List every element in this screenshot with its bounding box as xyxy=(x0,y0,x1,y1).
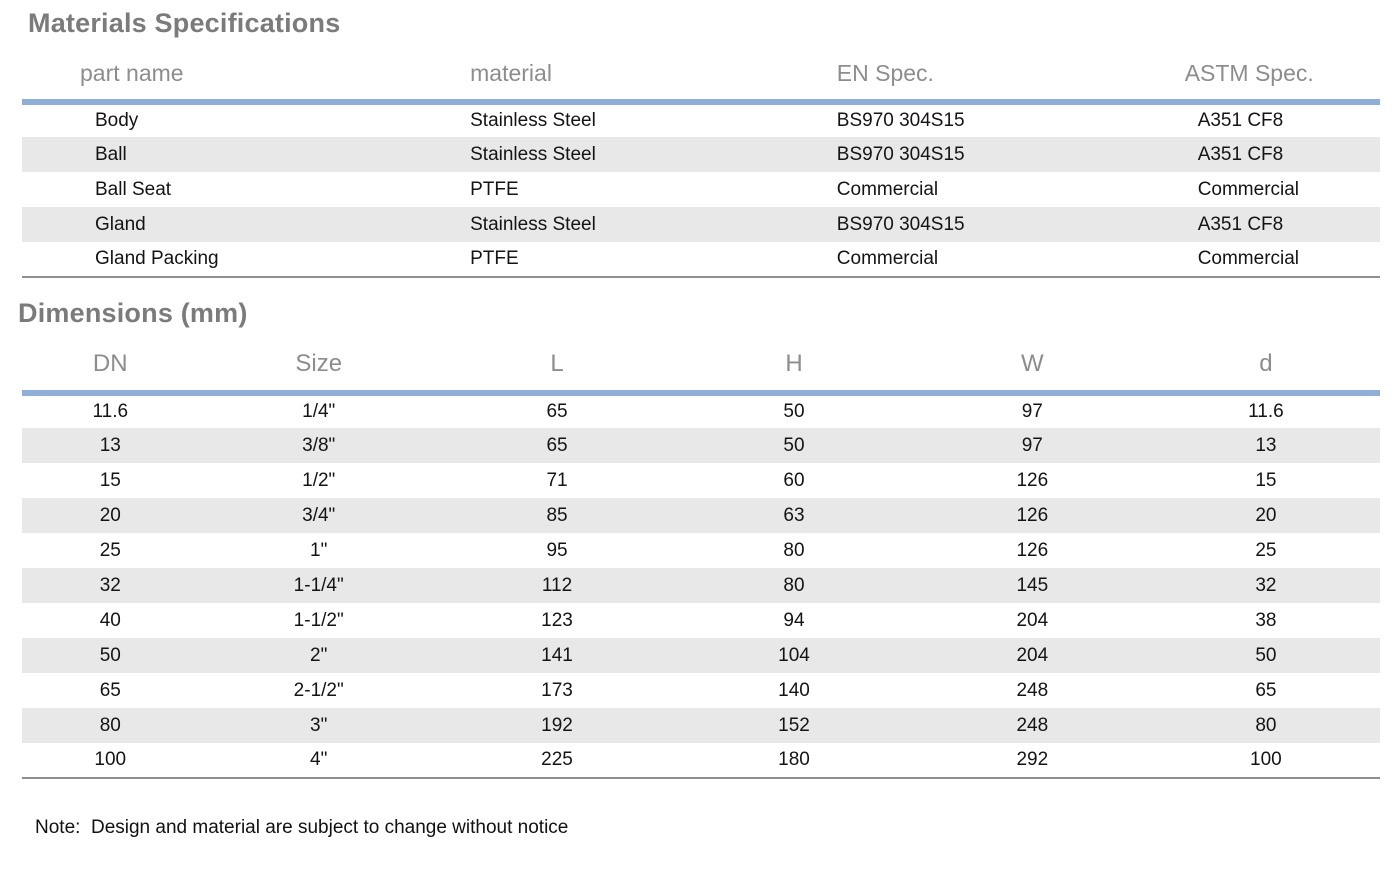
table-row xyxy=(22,463,1380,498)
table-cell: BS970 304S15 xyxy=(836,110,965,131)
table-cell: 100 xyxy=(94,749,127,770)
table-cell: 80 xyxy=(783,539,805,561)
table-cell: 173 xyxy=(541,679,573,701)
table-cell: 32 xyxy=(22,568,199,603)
materials-section-title: Materials Specifications xyxy=(28,8,341,38)
table-cell: 80 xyxy=(22,708,199,743)
table-row xyxy=(22,743,1380,778)
table-cell: 204 xyxy=(913,638,1152,673)
table-cell: 95 xyxy=(546,539,568,561)
table-cell: 3/8" xyxy=(199,428,439,463)
dimensions-section-title: Dimensions (mm) xyxy=(18,298,248,328)
table-cell: 204 xyxy=(1016,609,1049,631)
table-cell: 126 xyxy=(1016,539,1049,561)
table-cell: 80 xyxy=(1152,708,1380,743)
column-header-astm-spec: ASTM Spec. xyxy=(1163,46,1380,102)
header-row xyxy=(22,46,1380,102)
table-row xyxy=(22,242,1380,277)
table-cell: 225 xyxy=(541,749,573,770)
table-cell: Ball Seat xyxy=(95,178,172,200)
table-cell: 4" xyxy=(310,749,328,770)
table-cell: 3" xyxy=(199,708,439,743)
table-cell: 97 xyxy=(913,428,1152,463)
table-row xyxy=(22,137,1380,172)
table-cell: 1/4" xyxy=(302,401,336,422)
table-cell: PTFE xyxy=(470,248,519,269)
table-cell: 15 xyxy=(99,469,121,491)
table-cell: 2-1/2" xyxy=(293,679,344,701)
table-row xyxy=(22,102,1380,137)
table-cell: 65 xyxy=(99,679,121,701)
table-cell: A351 CF8 xyxy=(1197,110,1284,131)
table-cell: 248 xyxy=(1016,679,1049,701)
table-cell: Gland Packing xyxy=(95,248,219,269)
table-row xyxy=(22,603,1380,638)
table-cell: 80 xyxy=(675,568,913,603)
column-header-l: L xyxy=(439,336,675,393)
table-cell: 100 xyxy=(1250,749,1282,770)
table-row xyxy=(22,428,1380,463)
table-cell: 3/4" xyxy=(199,498,439,533)
table-cell: Commercial xyxy=(1197,178,1300,200)
table-cell: 60 xyxy=(783,469,805,491)
table-cell: 248 xyxy=(913,708,1152,743)
table-cell: 40 xyxy=(99,609,121,631)
table-cell: PTFE xyxy=(470,178,519,200)
materials-table xyxy=(22,46,1380,278)
table-cell: Commercial xyxy=(836,178,939,200)
table-cell: 65 xyxy=(1255,679,1277,701)
table-cell: A351 CF8 xyxy=(1163,207,1380,242)
table-cell: Ball xyxy=(22,137,470,172)
table-cell: 63 xyxy=(675,498,913,533)
table-cell: 20 xyxy=(22,498,199,533)
dimensions-table-body xyxy=(22,393,1380,778)
table-cell: 11.6 xyxy=(92,401,129,422)
table-cell: 141 xyxy=(439,638,675,673)
dimensions-table xyxy=(22,336,1380,779)
table-cell: 85 xyxy=(439,498,675,533)
table-cell: 20 xyxy=(1152,498,1380,533)
column-header-size: Size xyxy=(199,336,439,393)
table-cell: 1-1/4" xyxy=(199,568,439,603)
header-row xyxy=(22,336,1380,393)
table-cell: Commercial xyxy=(1197,248,1300,269)
table-cell: 140 xyxy=(778,679,810,701)
table-cell: 126 xyxy=(913,498,1152,533)
table-cell: 50 xyxy=(783,401,805,422)
table-row xyxy=(22,172,1380,207)
table-cell: BS970 304S15 xyxy=(837,207,1163,242)
table-row xyxy=(22,207,1380,242)
table-cell: 292 xyxy=(1016,749,1049,770)
table-cell: 123 xyxy=(541,609,573,631)
column-header-w: W xyxy=(913,336,1152,393)
table-row xyxy=(22,498,1380,533)
table-cell: 25 xyxy=(1255,539,1277,561)
table-cell: Stainless Steel xyxy=(470,110,596,131)
footer-note: Note: Design and material are subject to change without notice xyxy=(35,817,569,838)
table-cell: 50 xyxy=(1152,638,1380,673)
table-row xyxy=(22,568,1380,603)
table-cell: 65 xyxy=(546,401,568,422)
column-header-en-spec: EN Spec. xyxy=(837,46,1163,102)
table-cell: 25 xyxy=(99,539,121,561)
table-cell: 126 xyxy=(1016,469,1049,491)
column-header-d: d xyxy=(1152,336,1380,393)
materials-table-body xyxy=(22,102,1380,277)
column-header-dn: DN xyxy=(22,336,199,393)
table-row xyxy=(22,638,1380,673)
table-cell: A351 CF8 xyxy=(1163,137,1380,172)
table-cell: 104 xyxy=(675,638,913,673)
table-row xyxy=(22,673,1380,708)
table-cell: 38 xyxy=(1255,609,1277,631)
table-cell: Stainless Steel xyxy=(470,137,837,172)
column-header-h: H xyxy=(675,336,913,393)
table-cell: Gland xyxy=(22,207,470,242)
table-cell: 145 xyxy=(913,568,1152,603)
table-cell: Commercial xyxy=(836,248,939,269)
column-header-material: material xyxy=(470,46,837,102)
table-cell: 65 xyxy=(439,428,675,463)
table-cell: 32 xyxy=(1152,568,1380,603)
dimensions-table-header xyxy=(22,336,1380,393)
table-cell: 97 xyxy=(1021,401,1043,422)
table-cell: 152 xyxy=(675,708,913,743)
table-cell: 1" xyxy=(310,539,328,561)
table-cell: Stainless Steel xyxy=(470,207,837,242)
column-header-part-name: part name xyxy=(22,46,470,102)
table-cell: 2" xyxy=(199,638,439,673)
table-row xyxy=(22,393,1380,428)
table-cell: 50 xyxy=(675,428,913,463)
table-cell: 180 xyxy=(778,749,810,770)
table-cell: 1-1/2" xyxy=(293,609,344,631)
table-cell: 13 xyxy=(1152,428,1380,463)
table-cell: 71 xyxy=(546,469,568,491)
table-cell: 50 xyxy=(22,638,199,673)
table-cell: 13 xyxy=(22,428,199,463)
table-cell: 15 xyxy=(1255,469,1277,491)
table-cell: Body xyxy=(95,110,139,131)
table-cell: BS970 304S15 xyxy=(837,137,1163,172)
table-row xyxy=(22,533,1380,568)
table-cell: 192 xyxy=(439,708,675,743)
table-cell: 11.6 xyxy=(1248,401,1284,422)
table-row xyxy=(22,708,1380,743)
table-cell: 94 xyxy=(783,609,805,631)
materials-table-header xyxy=(22,46,1380,102)
table-cell: 1/2" xyxy=(302,469,336,491)
table-cell: 112 xyxy=(439,568,675,603)
